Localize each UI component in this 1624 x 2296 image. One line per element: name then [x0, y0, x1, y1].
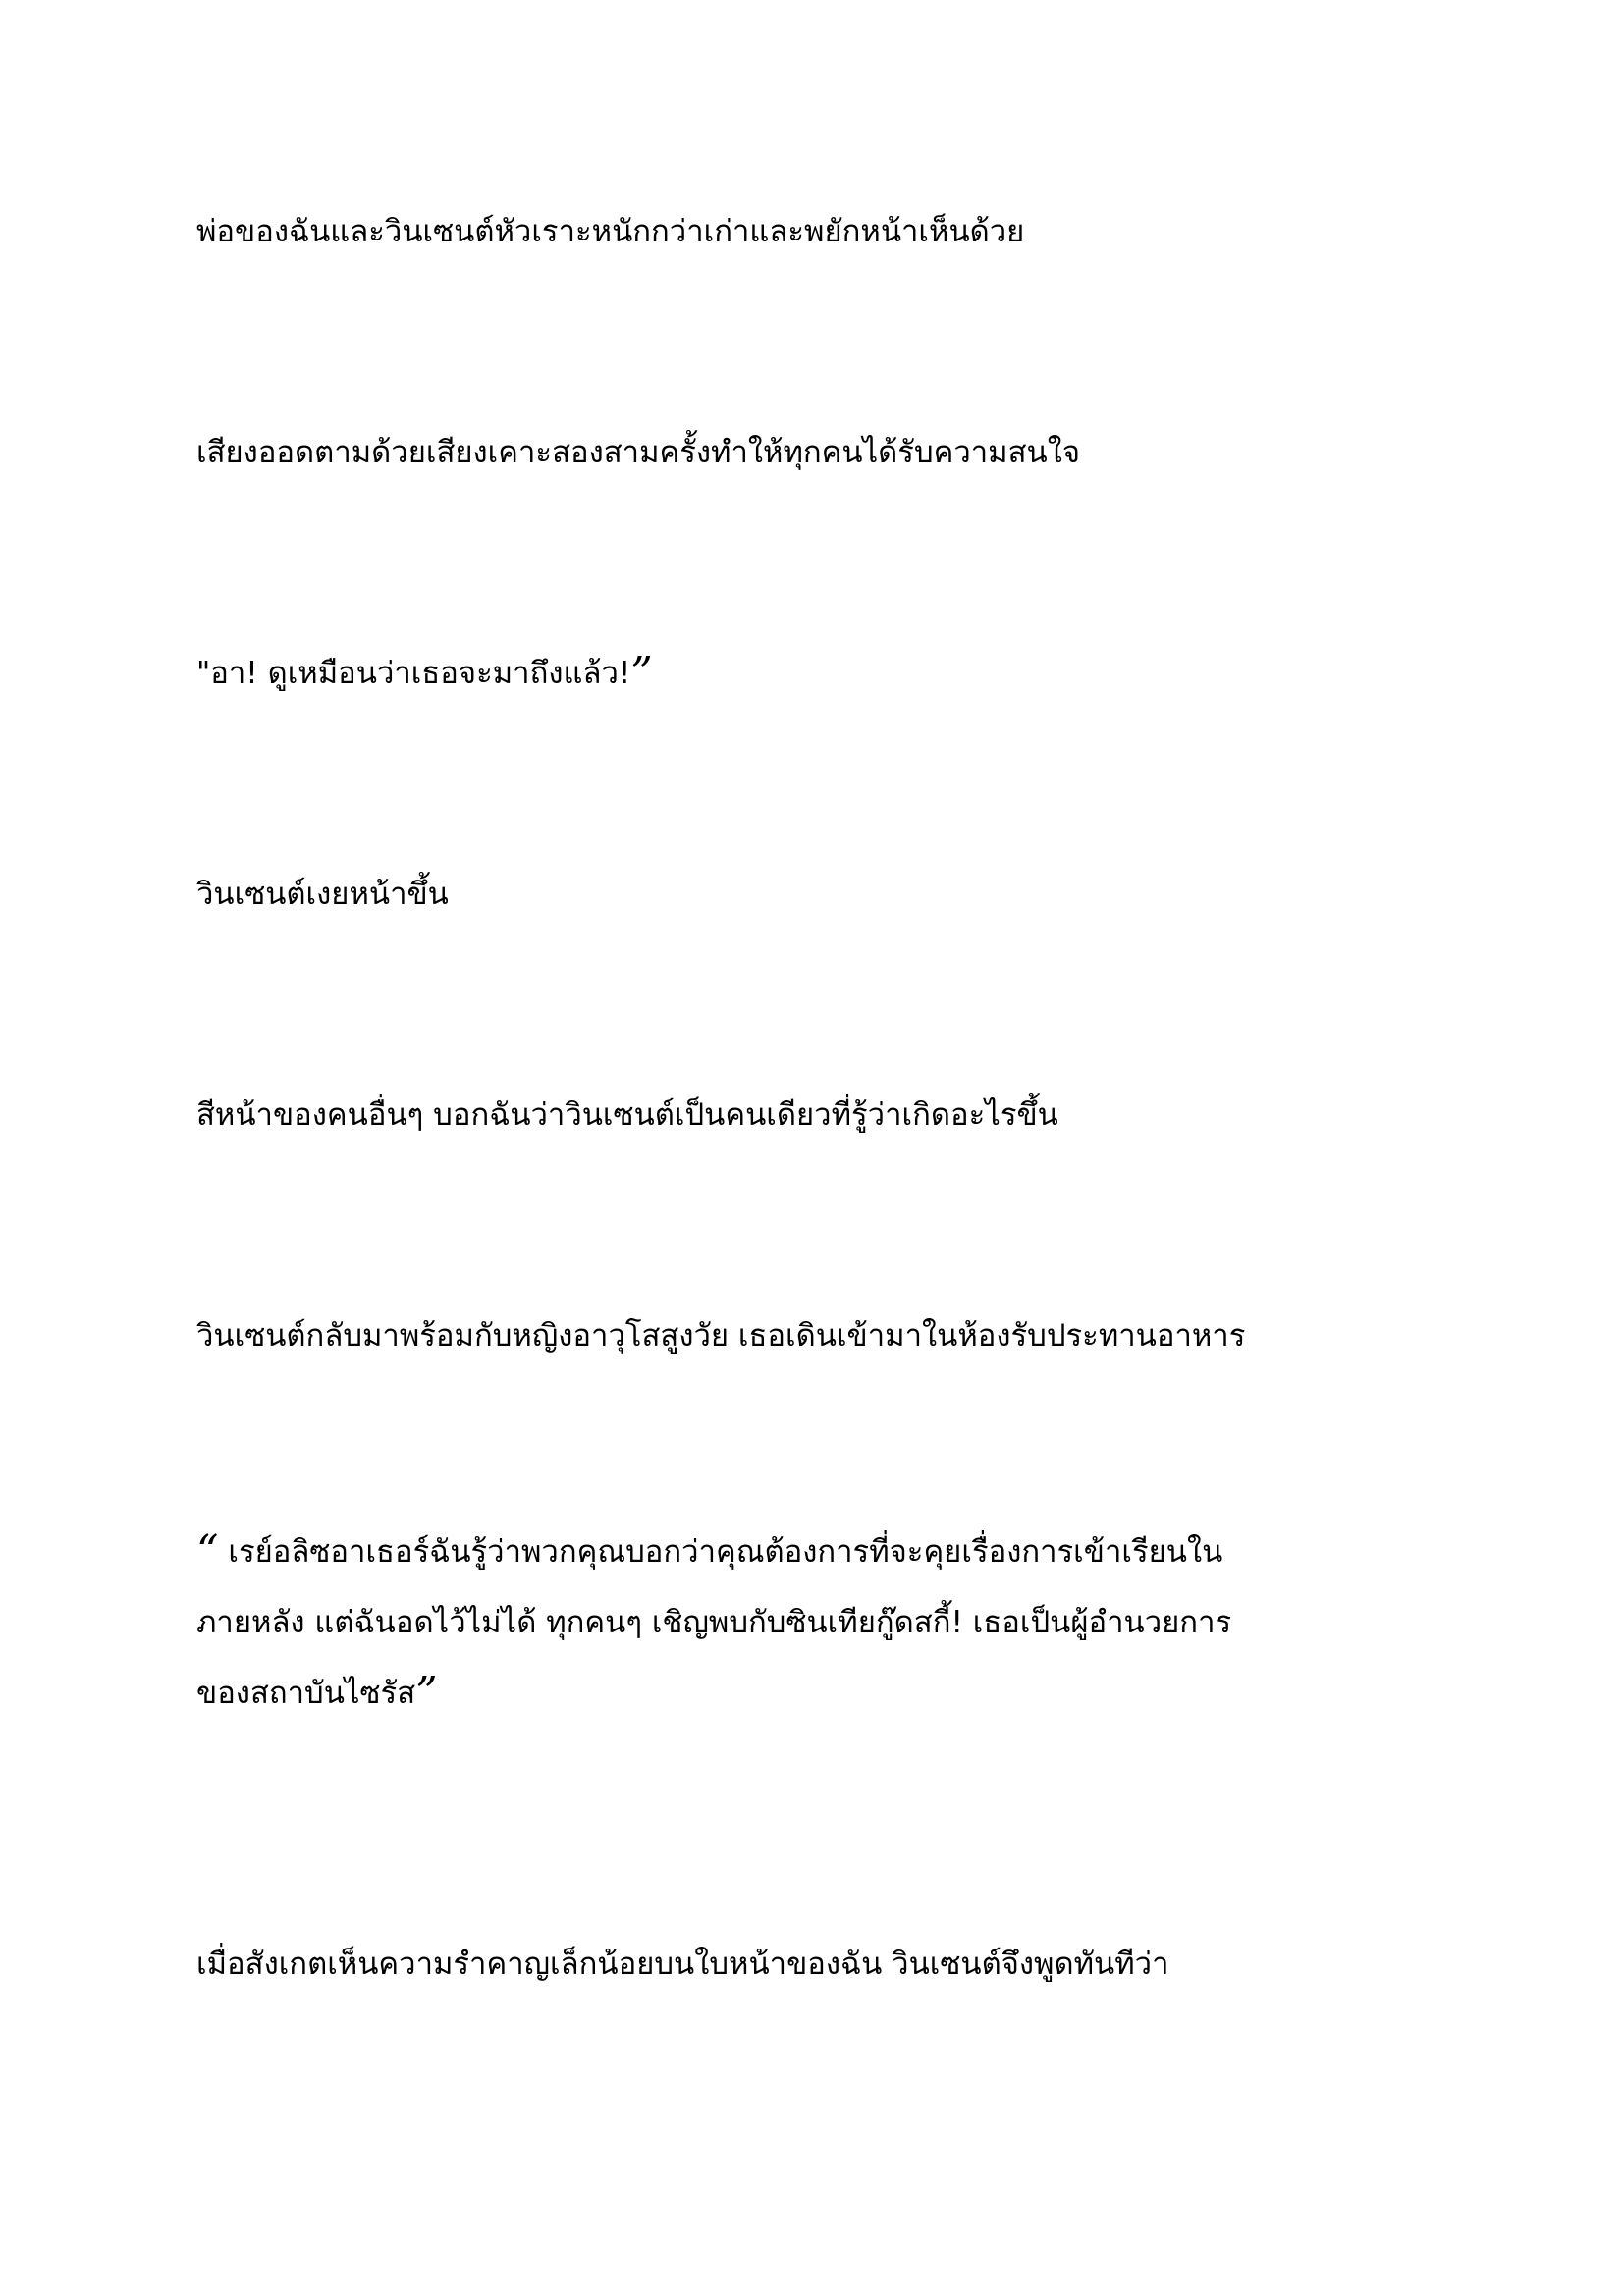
paragraph-8-text: เมื่อสังเกตเห็นความรำคาญเล็กน้อยบนใบหน้าของฉัน วินเซนต์จึงพูดทันทีว่า — [196, 1947, 1169, 1982]
paragraph-4 — [196, 859, 1424, 930]
paragraph-2 — [196, 417, 1424, 488]
paragraph-3-text: "อา! ดูเหมือนว่าเธอจะมาถึงแล้ว! — [196, 656, 631, 691]
paragraph-4-text: วินเซนต์เงยหน้าขึ้น — [196, 877, 449, 912]
paragraph-5-text: สีหน้าของคนอื่นๆ บอกฉันว่าวินเซนต์เป็นคนเดียวที่รู้ว่าเกิดอะไรขึ้น — [196, 1097, 1058, 1133]
paragraph-7-line-2: ภายหลัง แต่ฉันอดไว้ไม่ได้ ทุกคนๆ เชิญพบกับซินเทียกู๊ดสกี้! เธอเป็นผู้อำนวยการ — [196, 1605, 1232, 1640]
paragraph-2-text: เสียงออดตามด้วยเสียงเคาะสองสามครั้งทำให้ทุกคนได้รับความสนใจ — [196, 435, 1081, 470]
closing-quote-mark: ” — [630, 648, 653, 698]
paragraph-1-text: พ่อของฉันและวินเซนต์หัวเราะหนักกว่าเก่าและพยักหน้าเห็นด้วย — [196, 214, 1025, 249]
paragraph-7-dialogue — [196, 1517, 1424, 1729]
paragraph-7-line-1: “ เรย์อลิซอาเธอร์ฉันรู้ว่าพวกคุณบอกว่าคุณต้องการที่จะคุยเรื่องการเข้าเรียนใน — [196, 1526, 1223, 1576]
paragraph-1 — [196, 196, 1424, 267]
paragraph-3-dialogue — [196, 638, 1424, 709]
paragraph-5 — [196, 1080, 1424, 1150]
opening-quote-mark: “ — [196, 1526, 219, 1576]
paragraph-7-line-3: ของสถาบันไซรัส” — [196, 1668, 438, 1718]
paragraph-8 — [196, 1929, 1424, 2000]
paragraph-6-text: วินเซนต์กลับมาพร้อมกับหญิงอาวุโสสูงวัย เธอเดินเข้ามาในห้องรับประทานอาหาร — [196, 1318, 1246, 1354]
paragraph-6 — [196, 1301, 1424, 1371]
closing-quote-mark: ” — [415, 1668, 438, 1718]
